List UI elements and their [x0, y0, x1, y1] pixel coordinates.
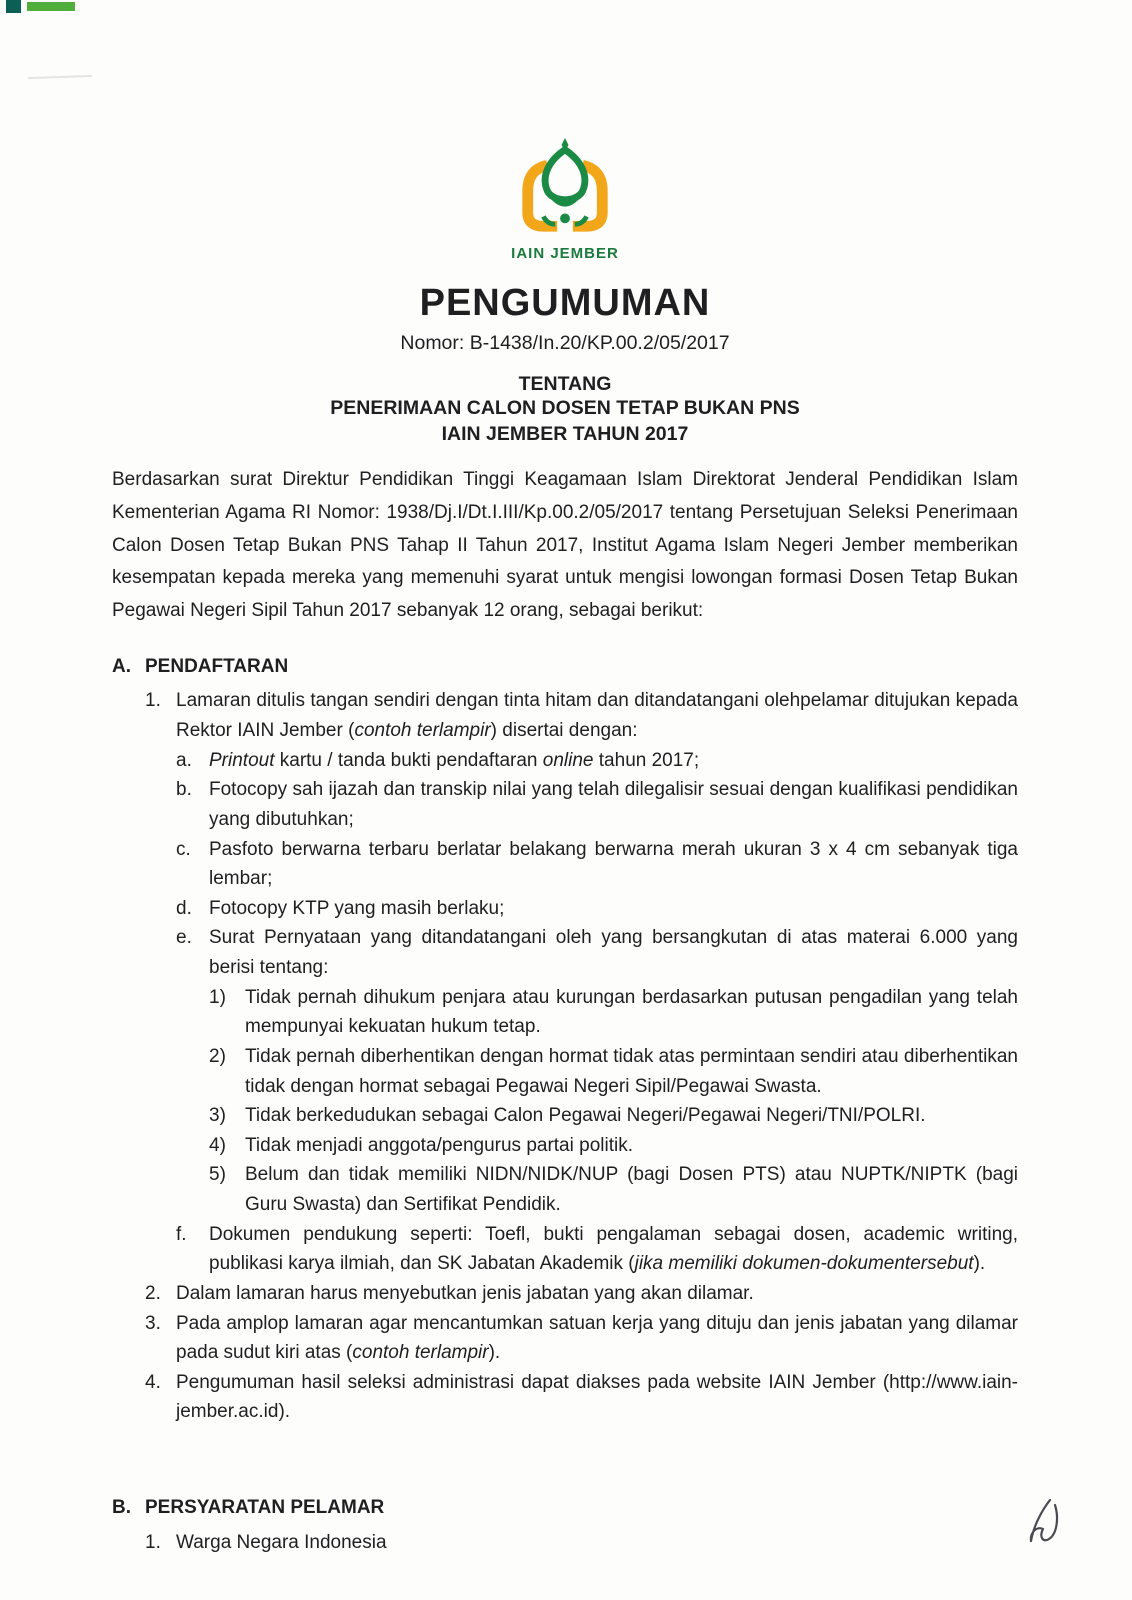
list-marker: 4) — [209, 1134, 226, 1156]
list-item — [176, 923, 1018, 1219]
list-item-text: Warga Negara Indonesia — [176, 1531, 387, 1553]
text-part: Pada amplop lamaran agar mencantumkan satuan kerja yang dituju dan jenis jabatan yang dilamar pada sudut kiri atas ( — [176, 1312, 1018, 1364]
list-item-text: Tidak menjadi anggota/pengurus partai politik. — [245, 1134, 633, 1156]
list-item — [145, 1309, 1018, 1368]
list-item — [209, 1131, 1018, 1161]
list-item-text: Belum dan tidak memiliki NIDN/NIDK/NUP (bagi Dosen PTS) atau NUPTK/NIPTK (bagi Guru Swasta) dan Sertifikat Pendidik. — [245, 1164, 1018, 1216]
text-part: ). — [973, 1253, 986, 1275]
list-item-text: Fotocopy sah ijazah dan transkip nilai yang telah dilegalisir sesuai dengan kualifikasi pendidikan yang dibutuhkan; — [209, 779, 1018, 830]
list-item — [145, 686, 1018, 1279]
section-heading-text: PENDAFTARAN — [145, 655, 289, 677]
document-title: PENGUMUMAN — [419, 282, 711, 324]
scan-artifact-scratch — [28, 75, 92, 79]
list-item-text — [176, 686, 1018, 745]
italic-text: jika memiliki dokumen-dokumentersebut — [634, 1253, 974, 1275]
iain-jember-logo-icon — [513, 136, 617, 238]
list-marker: e. — [176, 927, 192, 949]
list-item-text: Tidak pernah diberhentikan dengan hormat tidak atas permintaan sendiri atau diberhentikan tidak dengan hormat sebagai Pegawai Negeri Sipil/Pegawai Swasta. — [245, 1045, 1018, 1097]
list-item — [176, 775, 1018, 834]
section-heading — [112, 652, 1018, 682]
list-item — [145, 1368, 1018, 1427]
section-marker: A. — [112, 655, 131, 677]
list-marker: 3. — [145, 1312, 161, 1334]
italic-text: contoh terlampir — [354, 720, 491, 742]
italic-text: contoh terlampir — [352, 1342, 489, 1364]
list-item-text — [176, 1309, 1018, 1368]
document-content — [112, 0, 1018, 1557]
list-item — [176, 894, 1018, 924]
document-number: Nomor: B-1438/In.20/KP.00.2/05/2017 — [400, 332, 730, 354]
section-a-list — [145, 686, 1018, 1427]
intro-paragraph: Berdasarkan surat Direktur Pendidikan Tinggi Keagamaan Islam Direktorat Jenderal Pendidikan Islam Kementerian Agama RI Nomor: 1938/Dj.I/Dt.I.III/Kp.00.2/05/2017 tentang Persetujuan Seleksi Penerimaan Calon Dosen Tetap Bukan PNS Tahap II Tahun 2017, Institut Agama Islam Negeri Jember memberikan kesempatan kepada mereka yang memenuhi syarat untuk mengisi lowongan formasi Dosen Tetap Bukan Pegawai Negeri Sipil Tahun 2017 sebanyak 12 orang, sebagai berikut: — [112, 469, 1018, 622]
list-item — [176, 1220, 1018, 1279]
logo-caption: IAIN JEMBER — [511, 245, 619, 262]
logo-block — [112, 0, 1018, 262]
list-item-body — [209, 923, 1018, 1219]
section-b-list — [145, 1528, 1018, 1558]
list-marker: 1. — [145, 1531, 161, 1553]
section-persyaratan-pelamar — [112, 1493, 1018, 1557]
text-part: kartu / tanda bukti pendaftaran — [274, 749, 543, 771]
list-item-text — [209, 746, 1018, 776]
list-marker: d. — [176, 897, 192, 919]
list-item — [209, 1042, 1018, 1101]
list-marker: 4. — [145, 1371, 161, 1393]
list-item-text: Dalam lamaran harus menyebutkan jenis jabatan yang akan dilamar. — [176, 1282, 754, 1304]
list-item-text: Tidak pernah dihukum penjara atau kurungan berdasarkan putusan pengadilan yang telah mempunyai kekuatan hukum tetap. — [245, 986, 1018, 1038]
list-item — [176, 746, 1018, 776]
text-part: Dokumen pendukung seperti: Toefl, bukti pengalaman sebagai dosen, academic writing, publikasi karya ilmiah, dan SK Jabatan Akademik ( — [209, 1223, 1018, 1275]
list-marker: a. — [176, 749, 192, 771]
list-item-body — [176, 686, 1018, 1279]
list-marker: 1. — [145, 690, 161, 712]
list-item-text — [209, 1220, 1018, 1279]
text-part: ). — [488, 1342, 501, 1364]
handwritten-initial — [1018, 1496, 1068, 1550]
list-item-text: Fotocopy KTP yang masih berlaku; — [209, 897, 505, 919]
list-item-text: Surat Pernyataan yang ditandatangani oleh yang bersangkutan di atas materai 6.000 yang berisi tentang: — [209, 927, 1018, 979]
section-pendaftaran — [112, 652, 1018, 1427]
list-marker: b. — [176, 779, 192, 801]
list-marker: 2. — [145, 1282, 161, 1304]
scan-artifact-green — [27, 2, 75, 11]
list-marker: f. — [176, 1223, 187, 1245]
list-item-text: Tidak berkedudukan sebagai Calon Pegawai Negeri/Pegawai Negeri/TNI/POLRI. — [245, 1105, 926, 1127]
section-heading — [112, 1493, 1018, 1523]
list-item — [145, 1279, 1018, 1309]
list-item — [176, 835, 1018, 894]
tentang-label: TENTANG — [518, 373, 612, 395]
subject-line-1: PENERIMAAN CALON DOSEN TETAP BUKAN PNS — [330, 397, 800, 419]
list-marker: c. — [176, 838, 191, 860]
list-marker: 2) — [209, 1045, 226, 1067]
list-item-text: Pasfoto berwarna terbaru berlatar belakang berwarna merah ukuran 3 x 4 cm sebanyak tiga lembar; — [209, 838, 1018, 890]
italic-text: online — [542, 749, 594, 771]
list-item — [145, 1528, 1018, 1558]
list-item — [209, 1160, 1018, 1219]
italic-text: Printout — [209, 749, 275, 771]
list-item — [209, 983, 1018, 1042]
scan-artifact-dark — [6, 0, 21, 13]
list-marker: 5) — [209, 1164, 226, 1186]
list-marker: 3) — [209, 1105, 226, 1127]
subject-line-2: IAIN JEMBER TAHUN 2017 — [441, 422, 689, 445]
text-part: ) disertai dengan: — [490, 720, 638, 742]
section-marker: B. — [112, 1497, 131, 1519]
list-marker: 1) — [209, 986, 226, 1008]
list-item — [209, 1101, 1018, 1131]
section-heading-text: PERSYARATAN PELAMAR — [145, 1497, 385, 1519]
list-item-text: Pengumuman hasil seleksi administrasi dapat diakses pada website IAIN Jember (http://www.iain-jember.ac.id). — [176, 1371, 1018, 1423]
text-part: tahun 2017; — [593, 749, 700, 771]
text-part: Lamaran ditulis tangan sendiri dengan tinta hitam dan ditandatangani olehpelamar ditujukan kepada Rektor IAIN Jember ( — [176, 690, 1018, 742]
